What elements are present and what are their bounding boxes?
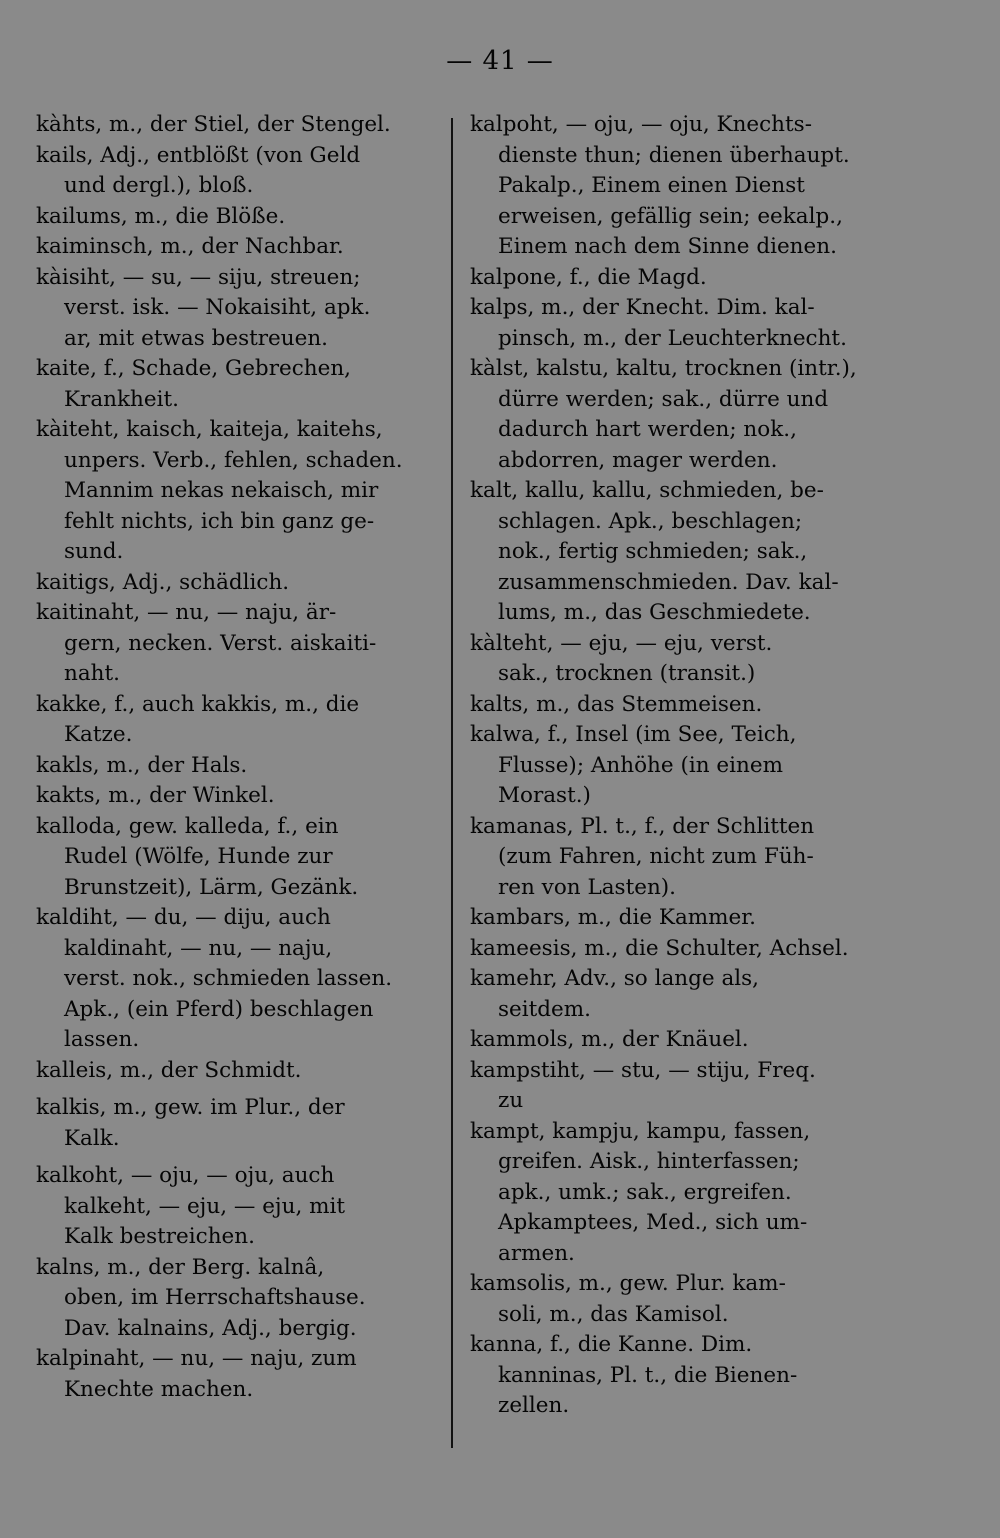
entry-continuation: Brunstzeit), Lärm, Gezänk.: [64, 874, 359, 900]
entry-continuation: greifen. Aisk., hinterfassen;: [498, 1149, 800, 1174]
entry-headline: kalt, kallu, kallu, schmieden, be-: [470, 478, 824, 503]
dictionary-entry: [470, 354, 868, 476]
entry-headline: kampt, kampju, kampu, fassen,: [470, 1118, 811, 1144]
dictionary-entry: [470, 964, 868, 1025]
entry-headline: kanna, f., die Kanne. Dim.: [470, 1332, 753, 1357]
dictionary-entry: [36, 1253, 436, 1345]
entry-headline: kakls, m., der Hals.: [36, 752, 248, 778]
entry-headline: kakts, m., der Winkel.: [36, 783, 275, 808]
entry-continuation: kalkeht, — eju, — eju, mit: [64, 1193, 346, 1219]
entry-headline: kaite, f., Schade, Gebrechen,: [36, 356, 351, 381]
entry-continuation: und dergl.), bloß.: [64, 173, 254, 198]
dictionary-entry: [36, 781, 436, 812]
entry-continuation: Krankheit.: [64, 386, 179, 412]
entry-headline: kails, Adj., entblößt (von Geld: [36, 142, 361, 168]
entry-headline: kalleis, m., der Schmidt.: [36, 1057, 302, 1083]
entry-continuation: soli, m., das Kamisol.: [498, 1301, 729, 1327]
entry-continuation: seitdem.: [498, 996, 591, 1022]
entry-continuation: kaldinaht, — nu, — naju,: [64, 935, 333, 961]
entry-headline: kalpinaht, — nu, — naju, zum: [36, 1346, 357, 1371]
entry-headline: kalloda, gew. kalleda, f., ein: [36, 813, 339, 839]
entry-continuation: nok., fertig schmieden; sak.,: [498, 539, 808, 564]
entry-continuation: dienste thun; dienen überhaupt.: [498, 142, 850, 168]
entry-headline: kàlteht, — eju, — eju, verst.: [470, 630, 773, 656]
entry-headline: kameesis, m., die Schulter, Achsel.: [470, 935, 849, 961]
entry-headline: kàlst, kalstu, kaltu, trocknen (intr.),: [470, 356, 857, 381]
entry-headline: kambars, m., die Kammer.: [470, 905, 757, 930]
entry-continuation: Knechte machen.: [64, 1376, 254, 1402]
dictionary-entry: [470, 293, 868, 354]
entry-headline: kàisiht, — su, — siju, streuen;: [36, 264, 361, 290]
entry-continuation: apk., umk.; sak., ergreifen.: [498, 1179, 792, 1205]
entry-continuation: Morast.): [498, 783, 591, 808]
entry-continuation: zu: [498, 1088, 524, 1113]
dictionary-entry: [36, 141, 436, 202]
dictionary-entry: [36, 751, 436, 782]
entry-continuation: Dav. kalnains, Adj., bergig.: [64, 1315, 357, 1341]
entry-continuation: sund.: [64, 539, 124, 564]
dictionary-entry: [470, 1117, 868, 1270]
entry-headline: kamanas, Pl. t., f., der Schlitten: [470, 813, 815, 839]
entry-continuation: ar, mit etwas bestreuen.: [64, 325, 329, 351]
entry-headline: kakke, f., auch kakkis, m., die: [36, 691, 360, 717]
dictionary-entry: [470, 1330, 868, 1422]
dictionary-entry: [36, 354, 436, 415]
dictionary-entry: [36, 598, 436, 690]
entry-continuation: armen.: [498, 1240, 575, 1266]
entry-headline: kaitinaht, — nu, — naju, är-: [36, 600, 337, 625]
dictionary-entry: [470, 903, 868, 934]
dictionary-entry: [36, 202, 436, 233]
dictionary-entry: [470, 690, 868, 721]
entry-continuation: fehlt nichts, ich bin ganz ge-: [64, 508, 375, 534]
entry-continuation: abdorren, mager werden.: [498, 447, 778, 473]
entry-headline: kalps, m., der Knecht. Dim. kal-: [470, 295, 815, 320]
entry-headline: kaldiht, — du, — diju, auch: [36, 905, 331, 930]
dictionary-entry: [36, 415, 436, 568]
entry-headline: kaiminsch, m., der Nachbar.: [36, 234, 344, 259]
right-column: [470, 110, 868, 1422]
column-divider: [451, 118, 453, 1448]
dictionary-entry: [470, 263, 868, 294]
entry-continuation: schlagen. Apk., beschlagen;: [498, 508, 803, 534]
entry-continuation: oben, im Herrschaftshause.: [64, 1285, 366, 1310]
dictionary-entry: [470, 1025, 868, 1056]
entry-continuation: Pakalp., Einem einen Dienst: [498, 173, 805, 198]
entry-headline: kalkis, m., gew. im Plur., der: [36, 1095, 345, 1120]
entry-continuation: zusammenschmieden. Dav. kal-: [498, 569, 839, 595]
entry-headline: kammols, m., der Knäuel.: [470, 1027, 749, 1052]
entry-continuation: Flusse); Anhöhe (in einem: [498, 752, 783, 778]
entry-headline: kampstiht, — stu, — stiju, Freq.: [470, 1057, 816, 1083]
entry-headline: kalts, m., das Stemmeisen.: [470, 691, 763, 717]
entry-headline: kaitigs, Adj., schädlich.: [36, 569, 290, 595]
entry-headline: kailums, m., die Blöße.: [36, 203, 286, 229]
entry-headline: kamehr, Adv., so lange als,: [470, 966, 760, 991]
dictionary-entry: [36, 812, 436, 904]
entry-continuation: kanninas, Pl. t., die Bienen-: [498, 1362, 798, 1388]
dictionary-entry: [470, 1269, 868, 1330]
entry-continuation: unpers. Verb., fehlen, schaden.: [64, 447, 403, 473]
entry-headline: kalwa, f., Insel (im See, Teich,: [470, 722, 797, 747]
entry-continuation: (zum Fahren, nicht zum Füh-: [498, 844, 814, 869]
dictionary-entry: [470, 629, 868, 690]
entry-continuation: dürre werden; sak., dürre und: [498, 386, 829, 412]
entry-continuation: verst. isk. — Nokaisiht, apk.: [64, 295, 371, 320]
dictionary-entry: [470, 720, 868, 812]
dictionary-entry: [36, 1093, 436, 1161]
entry-headline: kalpone, f., die Magd.: [470, 264, 707, 290]
entry-headline: kàiteht, kaisch, kaiteja, kaitehs,: [36, 417, 383, 442]
dictionary-entry: [36, 1344, 436, 1405]
entry-continuation: naht.: [64, 661, 120, 686]
entry-continuation: Mannim nekas nekaisch, mir: [64, 478, 379, 503]
dictionary-entry: [470, 110, 868, 263]
dictionary-entry: [36, 232, 436, 263]
dictionary-entry: [36, 110, 436, 141]
entry-continuation: lassen.: [64, 1027, 140, 1052]
entry-continuation: ren von Lasten).: [498, 874, 677, 900]
dictionary-entry: [36, 903, 436, 1056]
dictionary-entry: [36, 1056, 436, 1094]
entry-headline: kalns, m., der Berg. kalnâ,: [36, 1254, 325, 1280]
dictionary-entry: [470, 812, 868, 904]
dictionary-entry: [470, 476, 868, 629]
entry-continuation: Rudel (Wölfe, Hunde zur: [64, 844, 333, 869]
dictionary-entry: [36, 1161, 436, 1253]
entry-continuation: Kalk.: [64, 1125, 120, 1151]
dictionary-entry: [36, 263, 436, 355]
entry-continuation: Katze.: [64, 722, 133, 747]
entry-headline: kàhts, m., der Stiel, der Stengel.: [36, 112, 391, 137]
dictionary-entry: [470, 934, 868, 965]
entry-headline: kalpoht, — oju, — oju, Knechts-: [470, 112, 812, 137]
dictionary-entry: [36, 690, 436, 751]
entry-continuation: verst. nok., schmieden lassen.: [64, 966, 393, 991]
entry-continuation: erweisen, gefällig sein; eekalp.,: [498, 203, 843, 229]
dictionary-entry: [470, 1056, 868, 1117]
entry-continuation: Kalk bestreichen.: [64, 1224, 255, 1249]
entry-continuation: dadurch hart werden; nok.,: [498, 417, 797, 442]
entry-continuation: pinsch, m., der Leuchterknecht.: [498, 325, 847, 351]
entry-continuation: Apkamptees, Med., sich um-: [498, 1210, 808, 1235]
entry-continuation: zellen.: [498, 1393, 570, 1418]
entry-headline: kalkoht, — oju, — oju, auch: [36, 1163, 335, 1188]
entry-continuation: sak., trocknen (transit.): [498, 661, 756, 686]
entry-continuation: lums, m., das Geschmiedete.: [498, 600, 811, 625]
left-column: [36, 110, 436, 1405]
entry-continuation: Einem nach dem Sinne dienen.: [498, 234, 837, 259]
entry-continuation: Apk., (ein Pferd) beschlagen: [64, 996, 374, 1022]
entry-continuation: gern, necken. Verst. aiskaiti-: [64, 630, 377, 656]
page-number: — 41 —: [446, 46, 554, 76]
entry-headline: kamsolis, m., gew. Plur. kam-: [470, 1271, 786, 1296]
dictionary-entry: [36, 568, 436, 599]
